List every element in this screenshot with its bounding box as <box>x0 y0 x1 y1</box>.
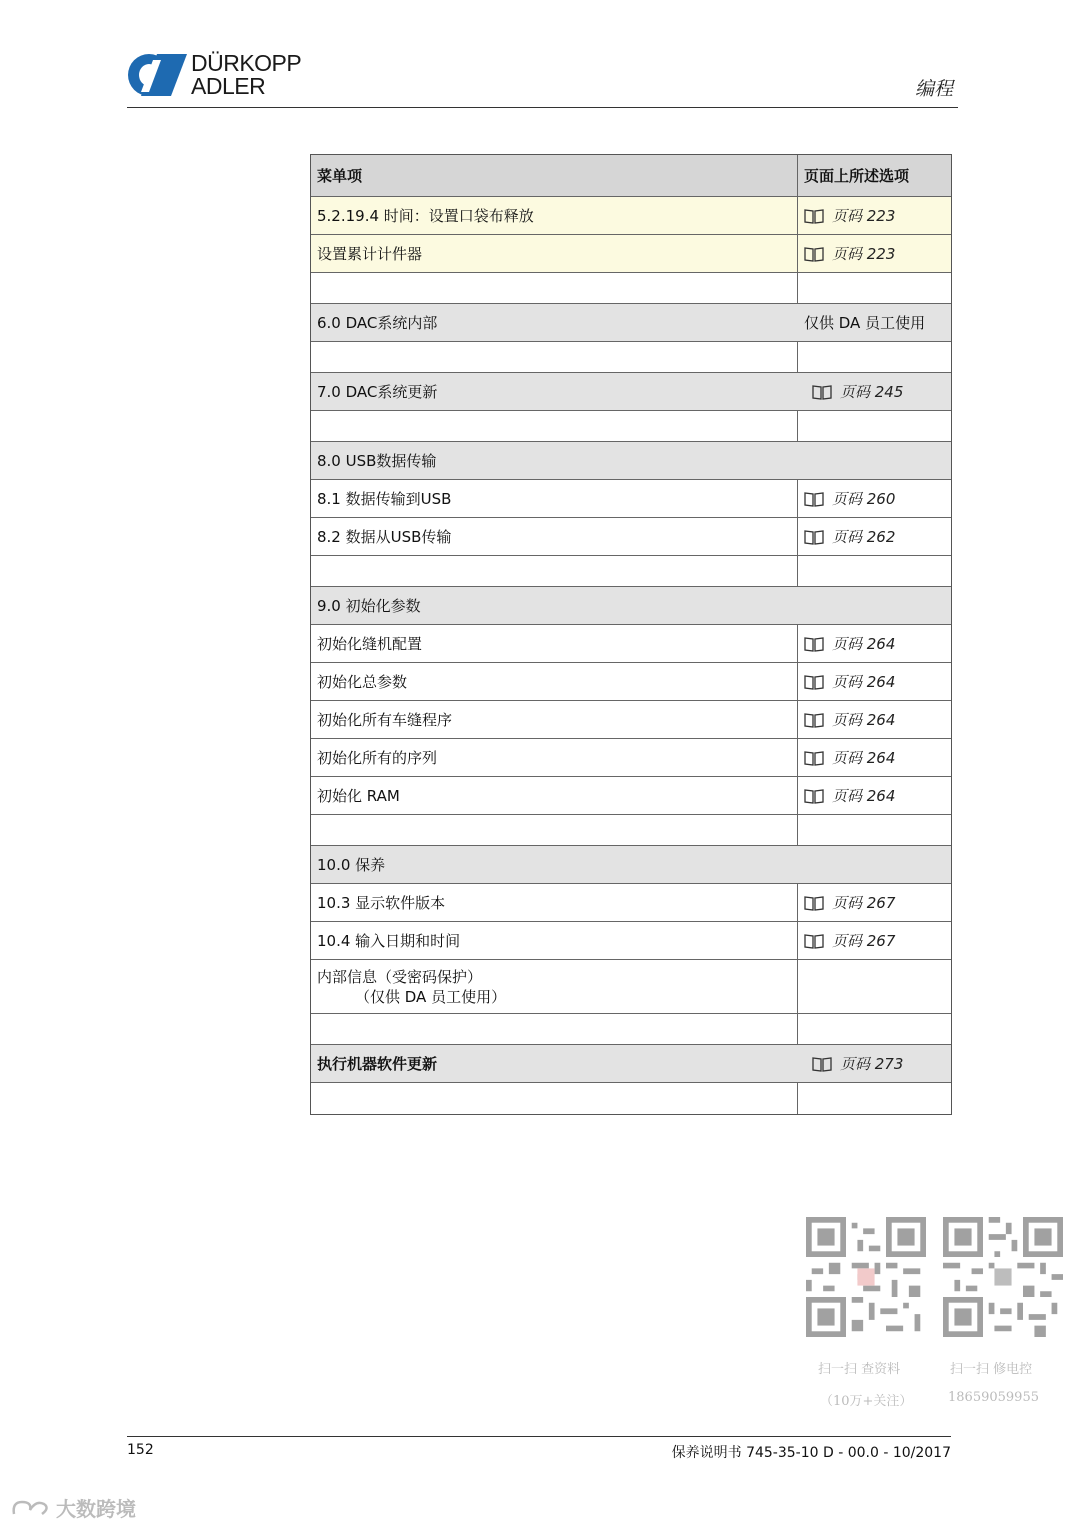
page-reference <box>804 892 895 913</box>
book-icon <box>804 246 824 262</box>
menu-item-label: 10.3 显示软件版本 <box>311 884 798 921</box>
book-icon <box>804 750 824 766</box>
brand-line-1: DÜRKOPP <box>191 50 302 76</box>
menu-item-label: 6.0 DAC系统内部 <box>317 314 438 332</box>
spacer-row <box>311 556 951 587</box>
spacer-row <box>311 342 951 373</box>
page-reference <box>804 930 895 951</box>
menu-item-label: 初始化缝机配置 <box>311 625 798 662</box>
table-header-row <box>311 155 951 197</box>
book-icon <box>804 895 824 911</box>
book-icon <box>812 1056 832 1072</box>
table-row <box>311 701 951 739</box>
section-label: 10.0 保养 <box>317 856 386 874</box>
table-section-row <box>311 587 951 625</box>
menu-item-label: 初始化所有的序列 <box>311 739 798 776</box>
page-reference-text: 页码 223 <box>832 207 896 225</box>
menu-item-label: 8.1 数据传输到USB <box>311 480 798 517</box>
table-row <box>311 884 951 922</box>
table-section-row <box>311 442 951 480</box>
menu-item-label: 5.2.19.4 时间：设置口袋布释放 <box>311 197 798 234</box>
table-row <box>311 625 951 663</box>
page-reference-text: 页码 245 <box>840 383 904 401</box>
spacer-row <box>311 815 951 846</box>
restricted-note: 仅供 DA 员工使用 <box>804 314 926 332</box>
menu-item-label: 初始化所有车缝程序 <box>311 701 798 738</box>
page-reference-text: 页码 262 <box>832 528 896 546</box>
page-reference <box>804 709 895 730</box>
spacer-row <box>311 1014 951 1045</box>
page-reference-text: 页码 223 <box>832 245 896 263</box>
table-row <box>311 518 951 556</box>
brand-logo <box>127 52 327 100</box>
page-reference <box>804 488 895 509</box>
book-icon <box>804 712 824 728</box>
section-label: 9.0 初始化参数 <box>317 597 421 615</box>
table-row <box>311 197 951 235</box>
page-reference <box>812 1053 903 1074</box>
table-row <box>311 304 951 342</box>
table-row <box>311 777 951 815</box>
table-row <box>311 663 951 701</box>
table-row <box>311 960 951 1014</box>
page-reference-text: 页码 267 <box>832 894 896 912</box>
qr-caption: 扫一扫 修电控 <box>950 1362 1033 1377</box>
table-row <box>311 235 951 273</box>
watermark-text: 大数跨境 <box>56 1497 136 1521</box>
menu-item-label: 设置累计计件器 <box>311 235 798 272</box>
qr-caption: （10万+关注） <box>820 1394 913 1409</box>
page-reference <box>804 243 895 264</box>
menu-item-label: 10.4 输入日期和时间 <box>311 922 798 959</box>
qr-caption: 扫一扫 查资料 <box>818 1362 901 1377</box>
table-row <box>311 922 951 960</box>
logo-mark-icon <box>127 52 187 98</box>
table-row <box>311 1045 951 1083</box>
spacer-row <box>311 411 951 442</box>
menu-item-label: 执行机器软件更新 <box>317 1055 438 1073</box>
page-reference-text: 页码 264 <box>832 673 896 691</box>
page-reference <box>804 785 895 806</box>
menu-table <box>310 154 952 1115</box>
brand-name <box>191 52 301 98</box>
page-reference-text: 页码 273 <box>840 1055 904 1073</box>
book-icon <box>804 208 824 224</box>
page-reference-text: 页码 264 <box>832 749 896 767</box>
column-header-option-page: 页面上所述选项 <box>804 167 910 185</box>
menu-item-label-line-2: （仅供 DA 员工使用） <box>355 987 507 1006</box>
book-icon <box>812 384 832 400</box>
page-reference-text: 页码 264 <box>832 711 896 729</box>
page-reference <box>812 381 903 402</box>
page-reference <box>804 671 895 692</box>
table-row <box>311 480 951 518</box>
column-header-menu-item: 菜单项 <box>311 155 798 196</box>
brand-line-2: ADLER <box>191 73 266 99</box>
spacer-row <box>311 1083 951 1114</box>
menu-item-label <box>311 960 798 1013</box>
menu-item-label: 初始化 RAM <box>311 777 798 814</box>
book-icon <box>804 788 824 804</box>
page-reference-text: 页码 264 <box>832 635 896 653</box>
menu-item-label-line-1: 内部信息（受密码保护） <box>317 967 483 986</box>
book-icon <box>804 491 824 507</box>
menu-item-label: 8.2 数据从USB传输 <box>311 518 798 555</box>
qr-code-icon <box>806 1217 926 1337</box>
book-icon <box>804 636 824 652</box>
page-reference-text: 页码 260 <box>832 490 896 508</box>
page-reference <box>804 205 895 226</box>
table-row <box>311 373 951 411</box>
table-section-row <box>311 846 951 884</box>
document-id: 保养说明书 745-35-10 D - 00.0 - 10/2017 <box>671 1445 951 1461</box>
watermark <box>10 1493 136 1522</box>
table-row <box>311 739 951 777</box>
page-reference-text: 页码 264 <box>832 787 896 805</box>
spacer-row <box>311 273 951 304</box>
page-number: 152 <box>127 1442 154 1458</box>
page-reference <box>804 526 895 547</box>
section-title: 编程 <box>914 78 953 100</box>
book-icon <box>804 933 824 949</box>
page-reference <box>804 633 895 654</box>
menu-item-label: 7.0 DAC系统更新 <box>317 383 438 401</box>
watermark-logo-icon <box>10 1496 50 1520</box>
qr-caption: 18659059955 <box>948 1390 1039 1405</box>
page-reference-text: 页码 267 <box>832 932 896 950</box>
menu-item-label: 初始化总参数 <box>311 663 798 700</box>
book-icon <box>804 674 824 690</box>
book-icon <box>804 529 824 545</box>
section-label: 8.0 USB数据传输 <box>317 452 437 470</box>
footer-divider <box>127 1436 951 1437</box>
header-divider <box>127 107 958 108</box>
qr-code-icon <box>943 1217 1063 1337</box>
page-reference <box>804 747 895 768</box>
